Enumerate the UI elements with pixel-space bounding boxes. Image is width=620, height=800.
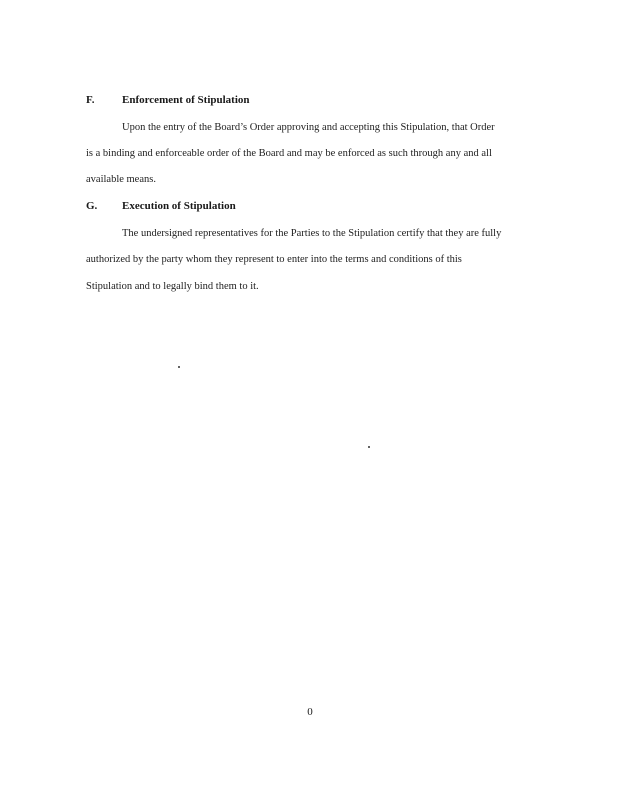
scan-speck (368, 446, 370, 448)
section-f-line-2: is a binding and enforceable order of the Board and may be enforced as such through any and all (86, 148, 492, 159)
section-f-heading (86, 93, 250, 107)
section-g-line-1: The undersigned representatives for the Parties to the Stipulation certify that they are fully (122, 228, 502, 239)
section-g-line-3: Stipulation and to legally bind them to it. (86, 281, 259, 292)
section-g-line-2: authorized by the party whom they represent to enter into the terms and conditions of this (86, 254, 462, 265)
section-f-title: Enforcement of Stipulation (122, 94, 250, 106)
page-number: 0 (307, 706, 313, 718)
section-g-heading (86, 199, 236, 213)
scan-speck (178, 366, 180, 368)
section-g-title: Execution of Stipulation (122, 200, 236, 212)
section-f-line-1: Upon the entry of the Board’s Order approving and accepting this Stipulation, that Order (122, 122, 495, 133)
section-g-letter: G. (86, 200, 98, 212)
section-f-letter: F. (86, 94, 95, 106)
section-f-line-3: available means. (86, 174, 156, 185)
